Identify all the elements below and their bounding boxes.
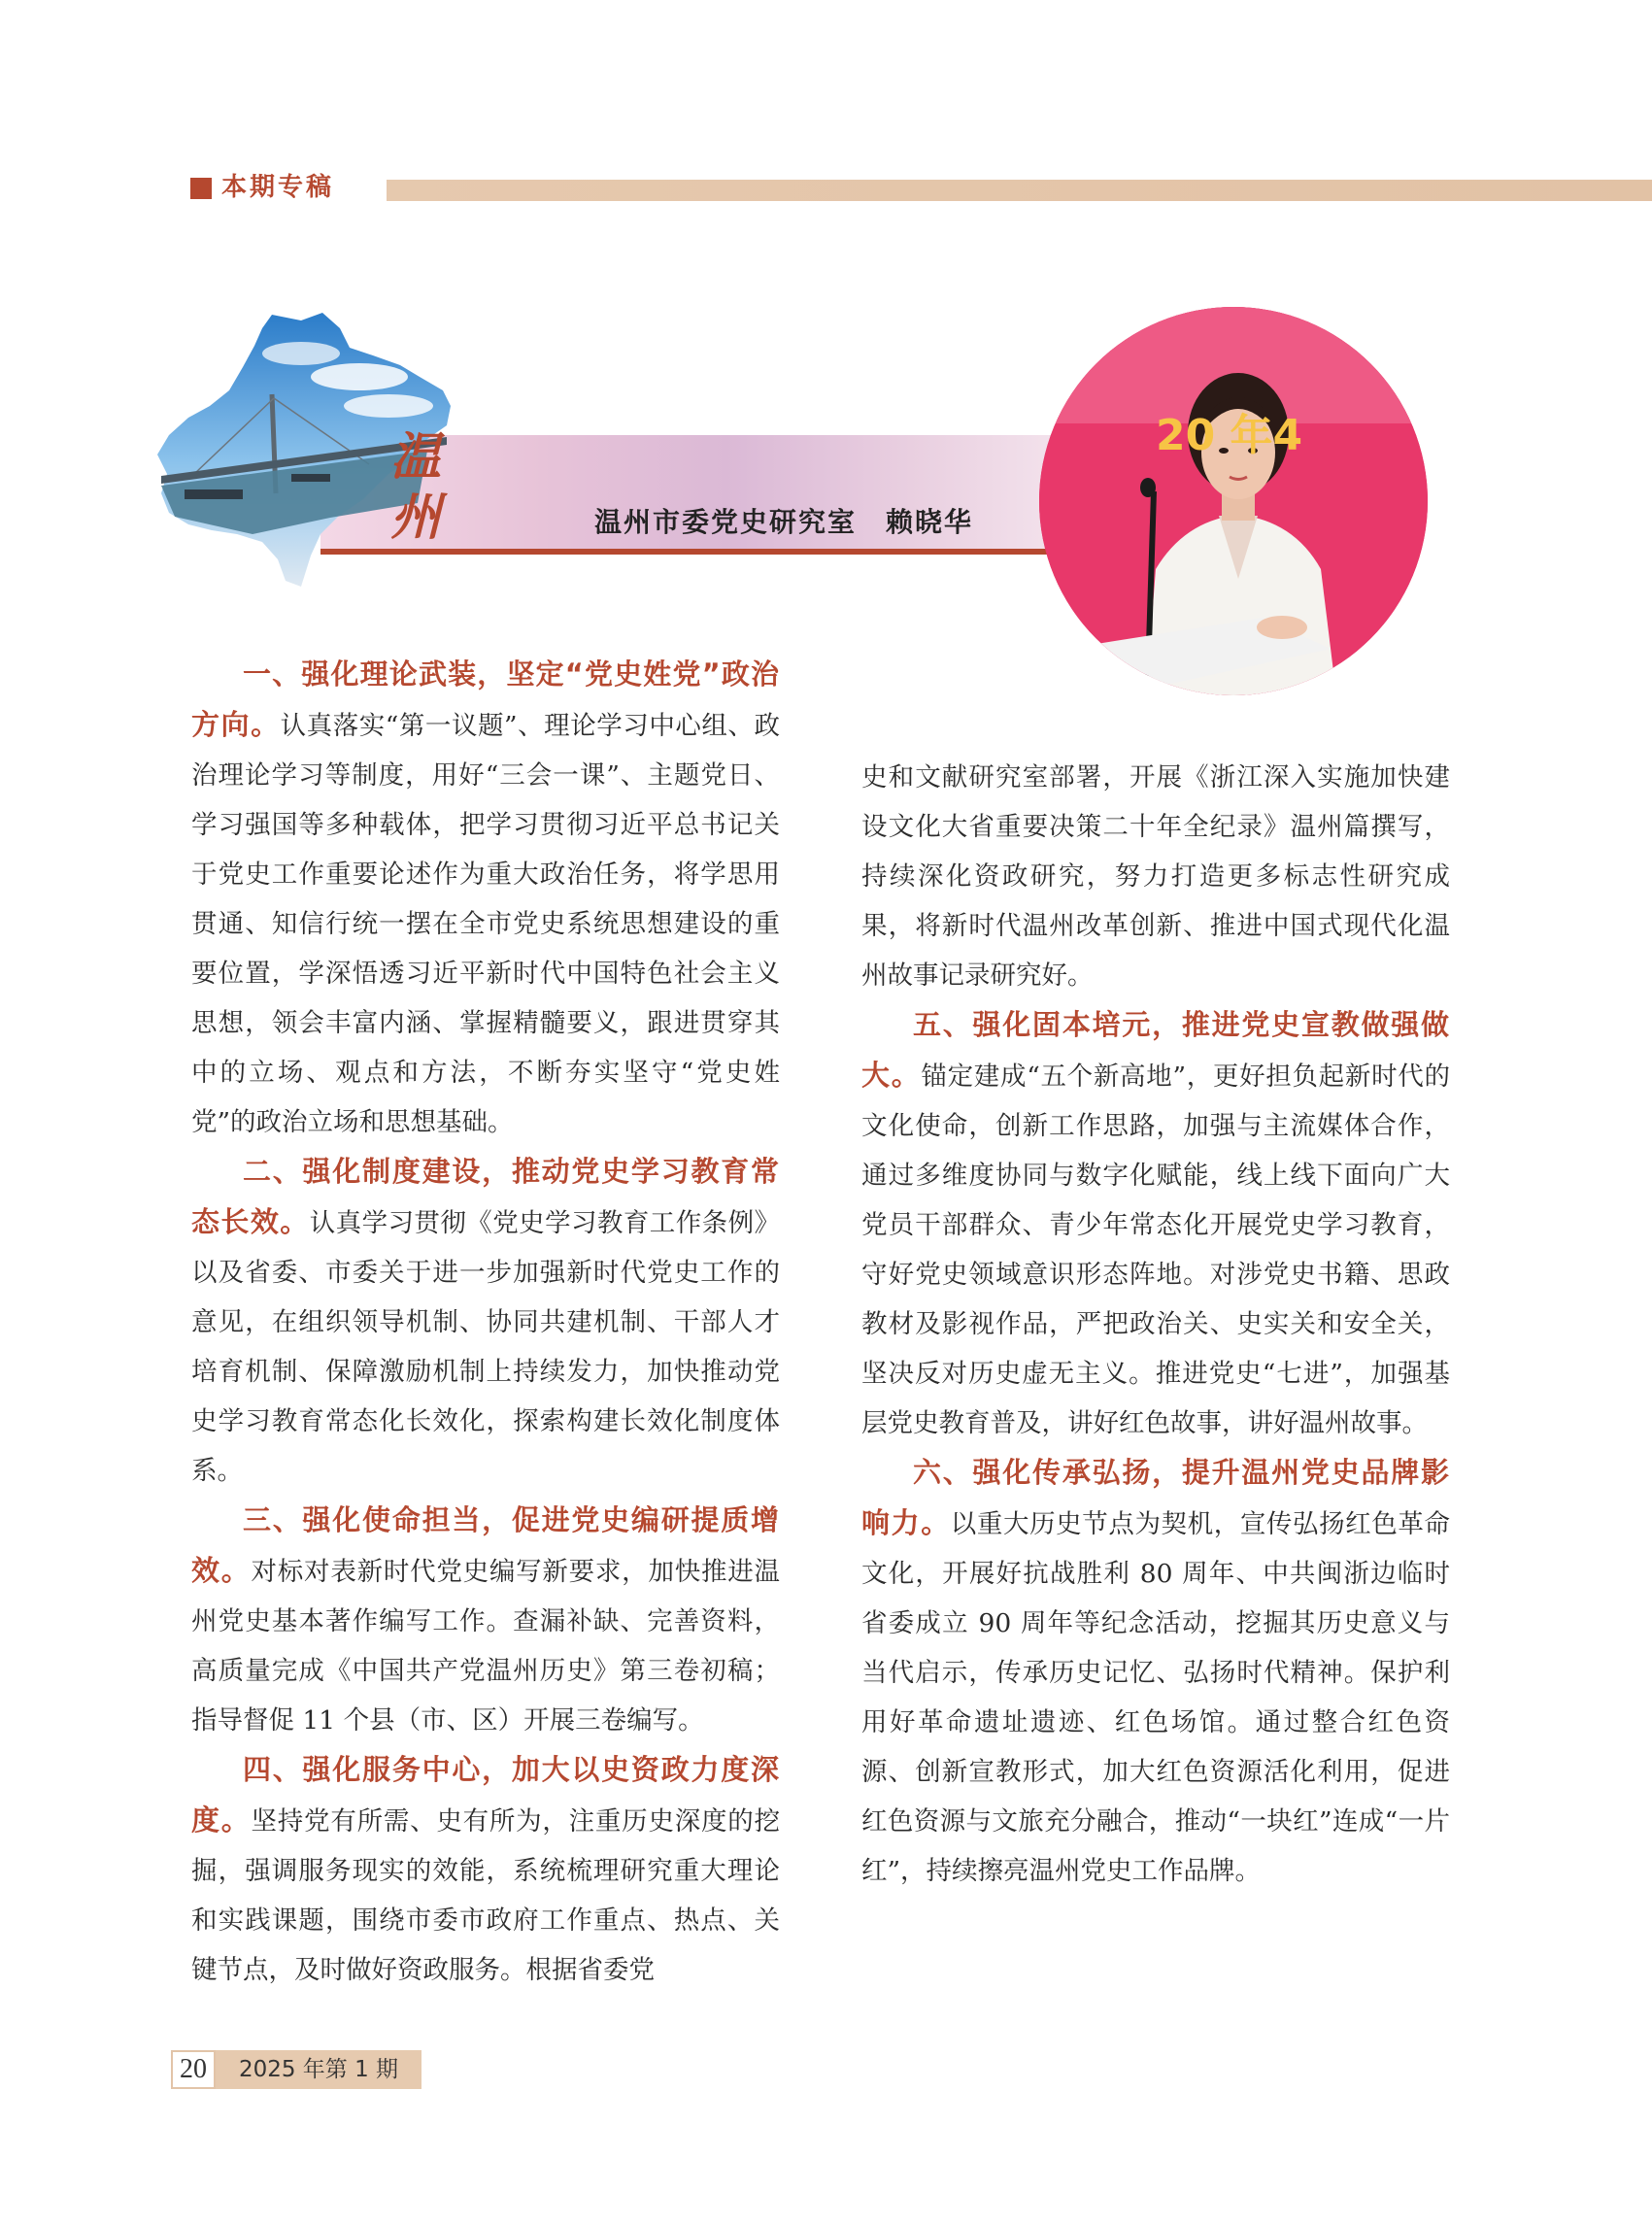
section-label: 本期专稿: [221, 173, 335, 202]
section-5-body: 锚定建成“五个新高地”，更好担负起新时代的文化使命，创新工作思路，加强与主流媒体合作，通过多维度协同与数字化赋能，线上线下面向广大党员干部群众、青少年常态化开展党史学习教育，守好党史领域意识形态阵地。对涉党史书籍、思政教材及影视作品，严把政治关、史实关和安全关，坚决反对历史虚无主义。推进党史“七进”，加强基层党史教育普及，讲好红色故事，讲好温州故事。: [861, 1062, 1450, 1438]
author-name: 赖晓华: [886, 506, 974, 538]
issue-label: 2025 年第 1 期: [216, 2050, 421, 2089]
section-4-body: 坚持党有所需、史有所为，注重历史深度的挖掘，强调服务现实的效能，系统梳理研究重大理论和实践课题，围绕市委市政府工作重点、热点、关键节点，及时做好资政服务。根据省委党: [191, 1806, 780, 1985]
section-1-paragraph: [191, 650, 780, 1147]
right-column: [861, 753, 1450, 1896]
city-title: 温州: [389, 427, 441, 547]
section-3-title: 三、强化使命担当，促进党史编研提质增效。: [191, 1503, 780, 1587]
section-1-body: 认真落实“第一议题”、理论学习中心组、政治理论学习等制度，用好“三会一课”、主题党日、学习强国等多种载体，把学习贯彻习近平总书记关于党史工作重要论述作为重大政治任务，将学思用贯通、知信行统一摆在全市党史系统思想建设的重要位置，学深悟透习近平新时代中国特色社会主义思想，领会丰富内涵、掌握精髓要义，跟进贯穿其中的立场、观点和方法，不断夯实坚守“党史姓党”的政治立场和思想基础。: [191, 711, 780, 1137]
section-2-title: 二、强化制度建设，推动党史学习教育常态长效。: [191, 1155, 780, 1238]
section-3-paragraph: [191, 1496, 780, 1745]
left-column: [191, 650, 780, 1995]
section-4-paragraph: [191, 1745, 780, 1995]
page-footer: [171, 2050, 421, 2089]
section-2-body: 认真学习贯彻《党史学习教育工作条例》以及省委、市委关于进一步加强新时代党史工作的意见，在组织领导机制、协同共建机制、干部人才培育机制、保障激励机制上持续发力，加快推动党史学习教育常态化长效化，探索构建长效化制度体系。: [191, 1208, 780, 1486]
author-portrait: [1039, 307, 1428, 695]
section-4-continued: 史和文献研究室部署，开展《浙江深入实施加快建设文化大省重要决策二十年全纪录》温州篇撰写，持续深化资政研究，努力打造更多标志性研究成果，将新时代温州改革创新、推进中国式现代化温州故事记录研究好。: [861, 762, 1450, 991]
section-2-paragraph: [191, 1147, 780, 1496]
section-5-title: 五、强化固本培元，推进党史宣教做强做大。: [861, 1008, 1450, 1092]
author-org: 温州市委党史研究室: [594, 506, 858, 538]
section-6-title: 六、强化传承弘扬，提升温州党史品牌影响力。: [861, 1456, 1450, 1539]
section-3-body: 对标对表新时代党史编写新要求，加快推进温州党史基本著作编写工作。查漏补缺、完善资料，高质量完成《中国共产党温州历史》第三卷初稿；指导督促 11 个县（市、区）开展三卷编写。: [191, 1557, 780, 1736]
section-4-title: 四、强化服务中心，加大以史资政力度深度。: [191, 1753, 780, 1837]
section-6-body: 以重大历史节点为契机，宣传弘扬红色革命文化，开展好抗战胜利 80 周年、中共闽浙边临时省委成立 90 周年等纪念活动，挖掘其历史意义与当代启示，传承历史记忆、弘扬时代精神。保护利用好革命遗址遗迹、红色场馆。通过整合红色资源、创新宣教形式，加大红色资源活化利用，促进红色资源与文旅充分融合，推动“一块红”连成“一片红”，持续擦亮温州党史工作品牌。: [861, 1509, 1450, 1886]
portrait-backdrop-text: 20 年4: [1156, 411, 1303, 460]
section-marker: [190, 178, 212, 199]
page-number: 20: [171, 2050, 216, 2089]
section-1-title: 一、强化理论武装，坚定“党史姓党”政治方向。: [191, 657, 780, 741]
section-6-paragraph: [861, 1448, 1450, 1896]
portrait-illustration: [1039, 307, 1428, 695]
header-bar: [387, 180, 1652, 201]
author-byline: [594, 503, 973, 542]
section-5-paragraph: [861, 1000, 1450, 1448]
